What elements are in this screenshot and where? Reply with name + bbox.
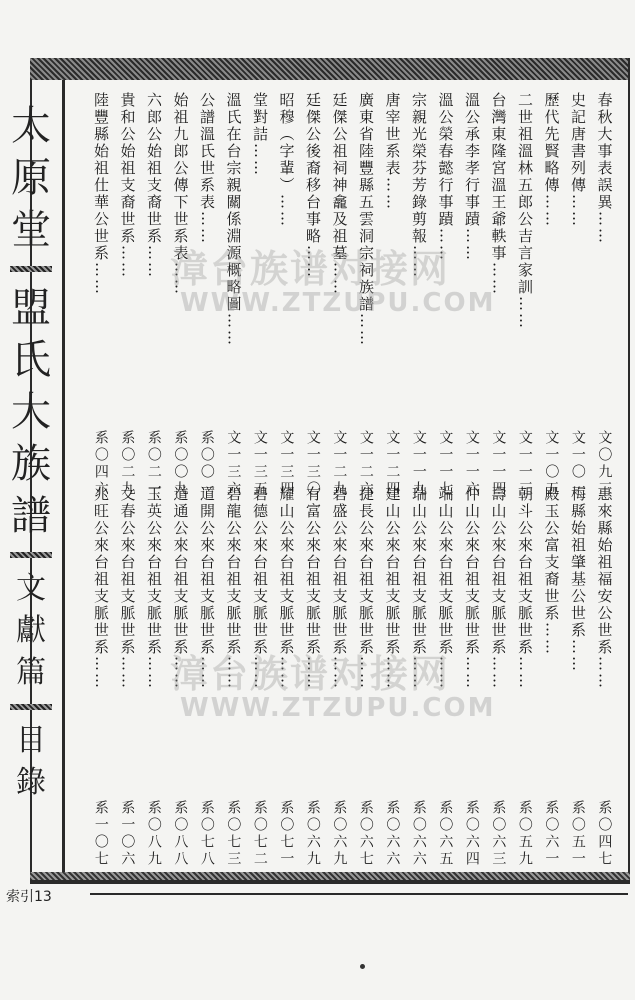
toc-entry-page: 文一一九 [410, 430, 427, 498]
toc-entry-title: 碧德公來台祖支脈世系…… [251, 486, 269, 690]
right-edge-rule [628, 58, 630, 884]
toc-entry-page: 系〇六六 [410, 800, 427, 868]
left-inner-rule [62, 80, 65, 880]
spine-separator [10, 552, 52, 558]
toc-entry-title: 壽山公來台祖支脈世系…… [489, 486, 508, 690]
toc-entry-page: 系〇六一 [543, 800, 560, 868]
bottom-rule [30, 880, 630, 884]
spine-char: 太 [11, 103, 51, 149]
spine-char: 堂 [11, 207, 51, 253]
toc-entry-title: 歷代先賢略傳…… [542, 92, 561, 228]
toc-entry-page: 文一一三 [516, 430, 533, 498]
spine-separator [10, 266, 52, 272]
toc-entry-title: 陸豐縣始祖仕華公世系…… [92, 92, 110, 296]
toc-entry-page: 文一三五 [251, 430, 268, 498]
top-border-band [30, 58, 630, 80]
toc-entry-page: 文一三四 [278, 430, 295, 498]
toc-entry-title: 貴和公始祖支裔世系…… [118, 92, 137, 279]
toc-entry-title: 廷傑公後裔移台事略…… [304, 92, 322, 279]
spine-char: 大 [11, 389, 51, 435]
toc-entry-page: 系〇〇九 [172, 430, 189, 498]
spine-char: 盟 [11, 285, 51, 331]
toc-entry-title: 道通公來台祖支脈世系…… [171, 486, 190, 690]
watermark-text: 漳台族谱对接网 [170, 247, 451, 291]
toc-entry-title: 春秋大事表誤異…… [595, 92, 614, 245]
toc-entry-title: 史記唐書列傳…… [569, 92, 587, 228]
toc-entry-page: 系〇六七 [357, 800, 374, 868]
toc-entry-page: 系〇四七 [596, 800, 613, 868]
watermark-url-lower: WWW.ZTZUPU.COM [180, 693, 496, 723]
toc-entry-page: 文一〇五 [543, 430, 560, 498]
toc-entry-page: 系〇六九 [331, 800, 348, 868]
toc-entry-title: 梅縣始祖肇基公世系…… [569, 486, 587, 673]
toc-entry-title: 文春公來台祖支脈世系…… [118, 486, 137, 690]
toc-entry-page: 系〇七一 [278, 800, 295, 868]
toc-entry-title: 碧龍公來台祖支脈世系…… [224, 486, 243, 690]
spine-char: 原 [11, 155, 51, 201]
toc-entry-page: 文一二四 [384, 430, 401, 498]
toc-entry-title: 碧盛公來台祖支脈世系…… [330, 486, 349, 690]
toc-entry-page: 文一三〇 [304, 430, 321, 498]
toc-entry-page: 系〇七三 [225, 800, 242, 868]
toc-entry-title: 溫公榮春懿行事蹟…… [436, 92, 455, 262]
spine-toc-char: 錄 [16, 765, 46, 800]
toc-entry-page: 系〇六三 [490, 800, 507, 868]
toc-entry-title: 仲山公來台祖支脈世系…… [463, 486, 481, 690]
toc-entry-page: 系〇八九 [145, 800, 162, 868]
toc-entry-title: 宗親光榮芬芳錄剪報…… [410, 92, 428, 279]
toc-entry-page: 文一二六 [357, 430, 374, 498]
toc-entry-title: 台灣東隆宮溫王爺軼事…… [489, 92, 508, 296]
toc-entry-page: 文一一四 [490, 430, 507, 498]
toc-entry-page: 系〇八八 [172, 800, 189, 868]
spine-char: 譜 [11, 493, 51, 539]
toc-entry-page: 系〇六九 [304, 800, 321, 868]
toc-entry-title: 六郎公始祖支裔世系…… [145, 92, 163, 279]
toc-entry-title: 溫公承李孝行事蹟…… [463, 92, 481, 262]
toc-entry-page: 文一一七 [437, 430, 454, 498]
toc-entry-page: 系〇二九 [119, 430, 136, 498]
toc-entry-title: 二世祖溫林五郎公吉言家訓…… [516, 92, 534, 330]
toc-entry-title: 端山公來台祖支脈世系…… [436, 486, 455, 690]
toc-entry-title: 唐宰世系表…… [383, 92, 402, 211]
toc-entry-page: 系〇四六 [92, 430, 109, 498]
toc-entry-page: 系一〇六 [119, 800, 136, 868]
toc-entry-title: 耀山公來台祖支脈世系…… [277, 486, 296, 690]
toc-entry-title: 有富公來台祖支脈世系…… [304, 486, 322, 690]
spine-separator [10, 704, 52, 710]
spine-char: 族 [11, 441, 51, 487]
toc-entry-page: 系〇六六 [384, 800, 401, 868]
toc-entry-title: 溫氏在台宗親關係淵源概略圖…… [224, 92, 243, 347]
page-number: 索引13 [6, 889, 52, 905]
spine-char: 氏 [11, 337, 51, 383]
toc-entry-title: 捷長公來台祖支脈世系…… [357, 486, 375, 690]
toc-entry-title: 始祖九郎公傳下世系表…… [171, 92, 190, 296]
toc-entry-page: 系〇〇一 [198, 430, 215, 498]
toc-entry-page: 系〇五一 [569, 800, 586, 868]
toc-entry-title: 建山公來台祖支脈世系…… [383, 486, 402, 690]
toc-entry-title: 惠來縣始祖福安公世系…… [595, 486, 614, 690]
watermark-url: WWW.ZTZUPU.COM [180, 288, 496, 318]
spine-section-char: 篇 [16, 655, 46, 690]
toc-entry-title: 廷傑公祖祠神龕及祖墓…… [330, 92, 349, 296]
toc-entry-page: 系〇六四 [463, 800, 480, 868]
toc-entry-page: 系〇七二 [251, 800, 268, 868]
toc-entry-page: 系〇二一 [145, 430, 162, 498]
spine-section-char: 獻 [16, 613, 46, 648]
toc-entry-page: 文一〇一 [569, 430, 586, 498]
spine-section-char: 文 [16, 571, 46, 606]
toc-entry-title: 殿玉公富支裔世系…… [542, 486, 561, 656]
book-spine-title [2, 100, 60, 870]
toc-entry-page: 文一二九 [331, 430, 348, 498]
toc-entry-title: 朝斗公來台祖支脈世系…… [516, 486, 534, 690]
toc-entry-page: 文〇九三 [596, 430, 613, 498]
toc-entry-page: 系一〇七 [92, 800, 109, 868]
toc-entry-page: 系〇五九 [516, 800, 533, 868]
toc-entry-page: 系〇七八 [198, 800, 215, 868]
toc-entry-title: 道開公來台祖支脈世系…… [198, 486, 216, 690]
toc-entry-title: 堂對詰…… [251, 92, 269, 177]
bottom-border-band [30, 872, 630, 880]
toc-entry-title: 廣東省陸豐縣五雲洞宗祠族譜…… [357, 92, 375, 347]
folio-rule [90, 893, 628, 895]
toc-entry-page: 系〇六五 [437, 800, 454, 868]
toc-entry-title: 公譜溫氏世系表…… [198, 92, 216, 245]
page-mark [360, 964, 365, 969]
toc-entry-title: 兆旺公來台祖支脈世系…… [92, 486, 110, 690]
spine-toc-char: 目 [16, 723, 46, 758]
watermark-text-lower: 漳台族谱对接网 [170, 652, 451, 696]
toc-entry-title: 玉英公來台祖支脈世系…… [145, 486, 163, 690]
toc-entry-title: 昭穆（字輩）…… [277, 92, 296, 228]
toc-entry-page: 文一三六 [225, 430, 242, 498]
toc-entry-page: 文一一六 [463, 430, 480, 498]
toc-entry-title: 瑞山公來台祖支脈世系…… [410, 486, 428, 690]
